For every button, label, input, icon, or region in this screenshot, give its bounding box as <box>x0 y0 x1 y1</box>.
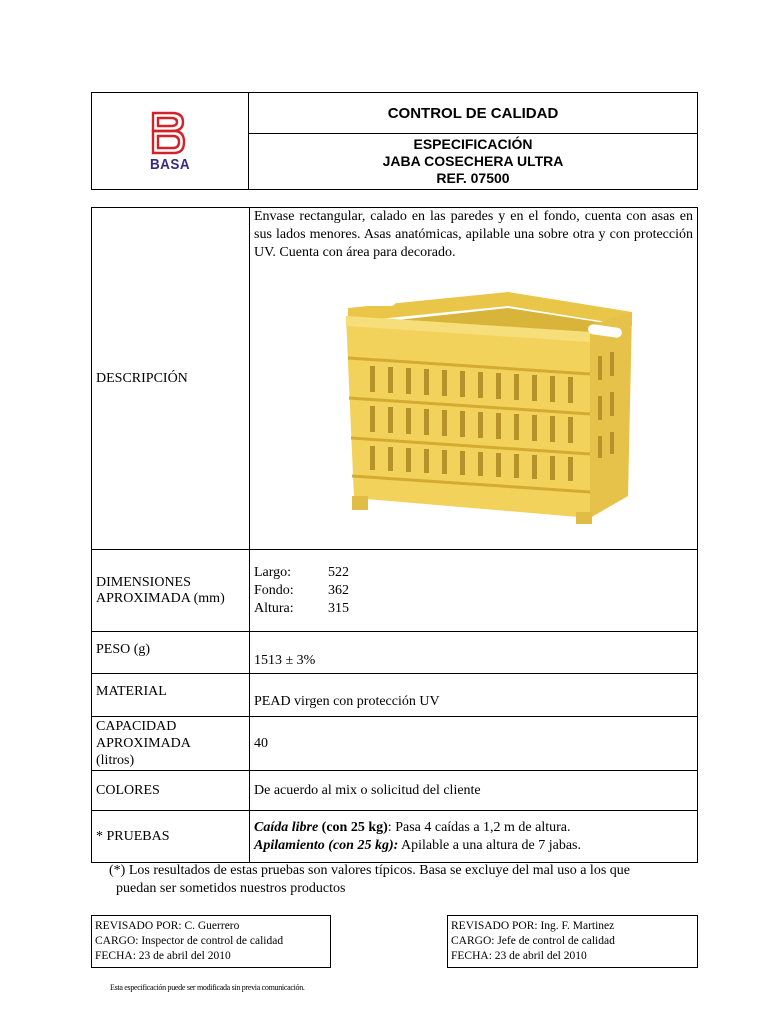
row-descripcion <box>92 208 698 550</box>
spec-title <box>249 134 697 189</box>
dimensiones-values <box>250 550 698 632</box>
row-capacidad <box>92 717 698 771</box>
note-line2: puedan ser sometidos nuestros productos <box>116 881 346 896</box>
label-pruebas: * PRUEBAS <box>92 811 250 863</box>
document-title: CONTROL DE CALIDAD <box>249 93 697 134</box>
label-peso: PESO (g) <box>92 632 250 674</box>
review2-revisado: REVISADO POR: Ing. F. Martinez <box>451 920 615 932</box>
review-box-1 <box>91 915 331 968</box>
label-material: MATERIAL <box>92 674 250 717</box>
label-dimensiones-line2: APROXIMADA (mm) <box>96 590 225 606</box>
capacidad-value: 40 <box>250 717 698 771</box>
dim-fondo-label: Fondo: <box>254 582 294 598</box>
note-line1: (*) Los resultados de estas pruebas son valores típicos. Basa se excluye del mal uso a los que <box>109 863 630 878</box>
review1-cargo: CARGO: Inspector de control de calidad <box>95 935 284 947</box>
descripcion-cell <box>250 208 697 548</box>
dim-largo-value: 522 <box>328 564 349 580</box>
spec-line-1: ESPECIFICACIÓN <box>413 136 533 152</box>
logo-cell <box>92 93 249 189</box>
test1-colon: : <box>387 819 392 835</box>
label-dimensiones-line1: DIMENSIONES <box>96 574 191 590</box>
row-dimensiones <box>92 550 698 632</box>
row-pruebas <box>92 811 698 863</box>
crate-image <box>340 286 640 526</box>
review1-fecha: FECHA: 23 de abril del 2010 <box>95 950 231 962</box>
row-colores <box>92 771 698 811</box>
document-header <box>91 92 698 190</box>
peso-value: 1513 ± 3% <box>250 632 698 674</box>
dim-altura-label: Altura: <box>254 600 294 616</box>
review2-fecha: FECHA: 23 de abril del 2010 <box>451 950 587 962</box>
review-box-2 <box>447 915 698 968</box>
dim-largo-label: Largo: <box>254 564 292 580</box>
label-capacidad <box>92 717 250 771</box>
dim-fondo <box>254 582 693 600</box>
row-material <box>92 674 698 717</box>
basa-logo-icon <box>150 111 186 155</box>
material-value: PEAD virgen con protección UV <box>250 674 698 717</box>
pruebas-values <box>250 811 698 863</box>
dim-altura-value: 315 <box>328 600 349 616</box>
test1-cond: (con 25 kg) <box>318 819 388 835</box>
logo-text: BASA <box>149 156 191 173</box>
dim-fondo-value: 362 <box>328 582 349 598</box>
label-capacidad-line1: CAPACIDAD <box>96 719 177 734</box>
test-apilamiento <box>254 837 693 855</box>
test2-result: Apilable a una altura de 7 jabas. <box>398 837 581 853</box>
descripcion-text: Envase rectangular, calado en las paredes y en el fondo, cuenta con asas en sus lados menores. Asas anatómicas, apilable una sobre otra y con protección UV. Cuenta con área para decorado. <box>254 209 693 260</box>
label-colores: COLORES <box>92 771 250 811</box>
label-capacidad-line3: (litros) <box>96 753 135 768</box>
dim-altura <box>254 600 693 618</box>
footer-note: Esta especificación puede ser modificada sin previa comunicación. <box>110 983 305 992</box>
test2-name: Apilamiento (con 25 kg): <box>254 837 399 853</box>
test1-result: Pasa 4 caídas a 1,2 m de altura. <box>391 819 571 835</box>
review2-cargo: CARGO: Jefe de control de calidad <box>451 935 615 947</box>
dim-largo <box>254 564 693 582</box>
tests-note <box>109 862 699 898</box>
test-caida-libre <box>254 819 693 837</box>
colores-value: De acuerdo al mix o solicitud del cliente <box>250 771 698 811</box>
review1-revisado: REVISADO POR: C. Guerrero <box>95 920 240 932</box>
test1-name: Caída libre <box>254 819 319 835</box>
label-descripcion: DESCRIPCIÓN <box>92 208 250 550</box>
spec-table <box>91 207 698 863</box>
label-capacidad-line2: APROXIMADA <box>96 736 191 751</box>
spec-line-2: JABA COSECHERA ULTRA <box>382 153 564 169</box>
row-peso <box>92 632 698 674</box>
spec-line-3: REF. 07500 <box>436 170 510 186</box>
label-dimensiones <box>92 550 250 632</box>
